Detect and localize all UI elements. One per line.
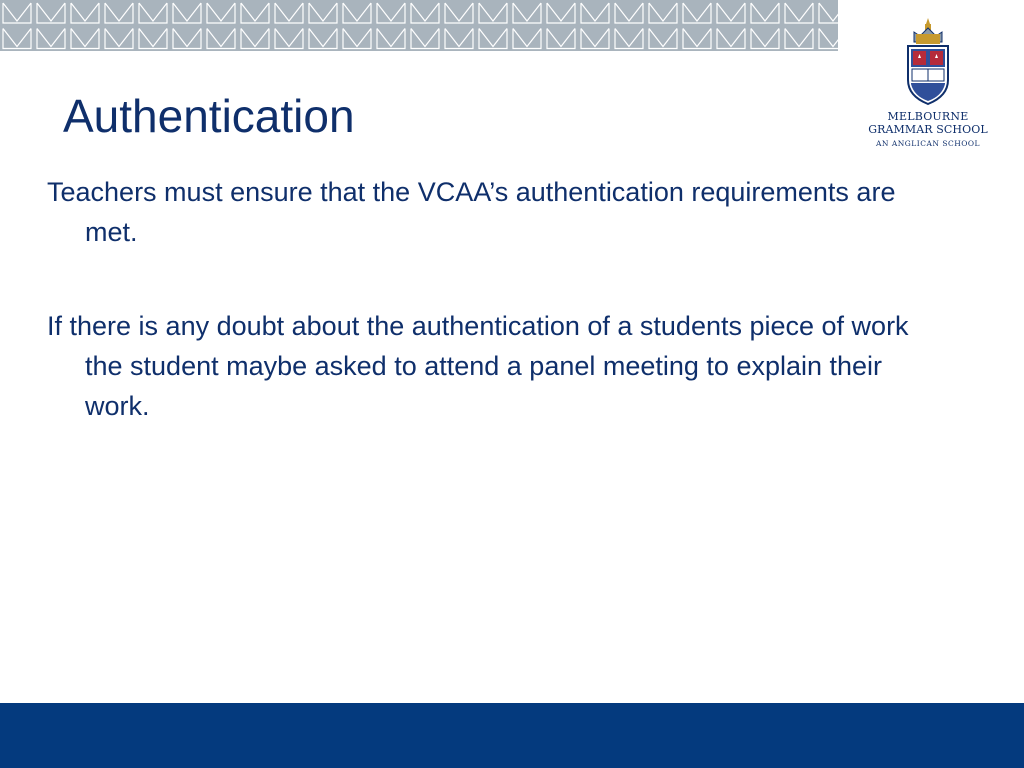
m-pattern-graphic (0, 0, 838, 51)
slide-title: Authentication (63, 90, 355, 142)
slide-body (47, 172, 912, 480)
school-logo (866, 18, 990, 152)
footer-bar (0, 703, 1024, 768)
logo-school-name-line-2: GRAMMAR SCHOOL (868, 123, 988, 136)
school-crest-icon (904, 18, 952, 110)
logo-school-name-line-1: MELBOURNE (887, 110, 969, 123)
paragraph-panel-meeting: If there is any doubt about the authentication of a students piece of work the student maybe asked to attend a panel meeting to explain their work. (47, 311, 909, 421)
paragraph-authentication-requirements: Teachers must ensure that the VCAA’s authentication requirements are met. (47, 177, 896, 247)
decorative-pattern-band (0, 0, 838, 51)
logo-tagline: AN ANGLICAN SCHOOL (875, 139, 981, 148)
